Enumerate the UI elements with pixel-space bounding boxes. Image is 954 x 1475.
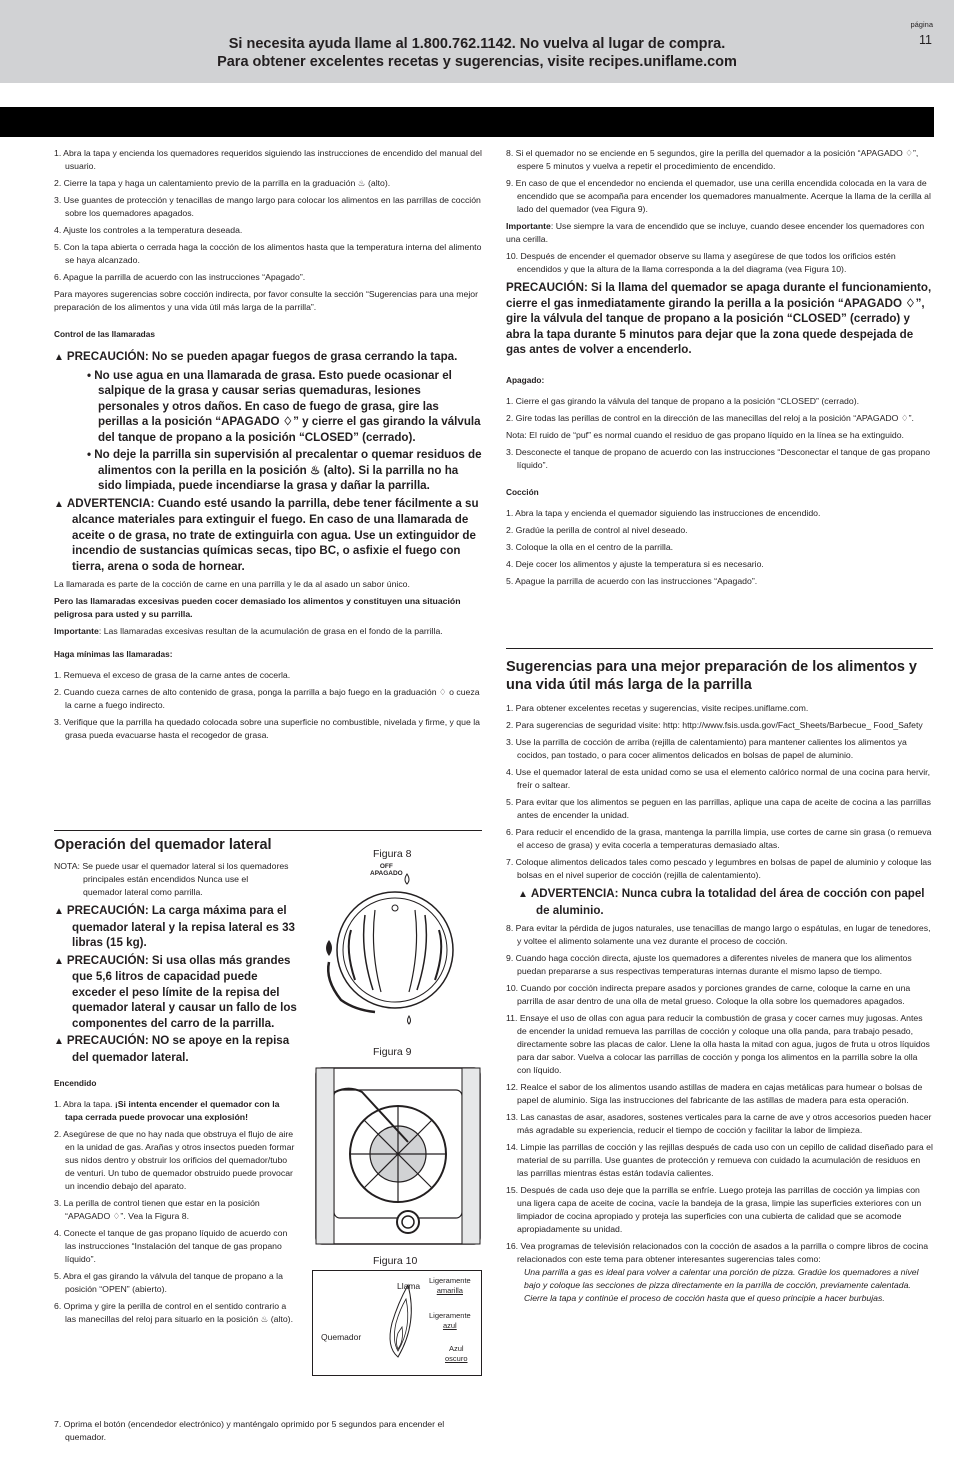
tips-list-continued bbox=[506, 922, 933, 1266]
warning-icon: ▲ bbox=[54, 906, 64, 917]
side-caution-load bbox=[54, 903, 304, 951]
warning-icon: ▲ bbox=[54, 498, 64, 510]
section-divider bbox=[506, 648, 933, 649]
figure-9-label: Figura 9 bbox=[373, 1046, 412, 1058]
side-caution-pots bbox=[54, 953, 304, 1032]
foil-warning-text: ADVERTENCIA: Nunca cubra la totalidad del área de cocción con papel de aluminio. bbox=[530, 887, 925, 917]
flare-caution bbox=[54, 349, 482, 366]
list-item: 8. Si el quemador no se enciende en 5 segundos, gire la perilla del quemador a la posición “APAGADO ♢”, espere 5 minutos y vuelva a repetir el procedimiento de encendido. bbox=[506, 148, 919, 171]
pizza-tip: Una parrilla a gas es ideal para volver a calentar una porción de pizza. Gradúe los quemadores a nivel bajo y coloque las secciones de pizza directamente en la parrilla de cocción, previamente calentada. Cierre la tapa y continúe el proceso de cocción hasta que el queso principie a hacer burbujas. bbox=[524, 1267, 919, 1303]
flare-bullet-unattended: • No deje la parrilla sin supervisión al precalentar o quemar residuos de alimentos con la perilla en la posición ♨ (alto). Si la parrilla no ha sido limpiada, puede incendiarse la grasa y dañar la parrilla. bbox=[87, 448, 482, 492]
cook-steps bbox=[506, 507, 933, 588]
step-text: 1. Abra la tapa. bbox=[54, 1099, 115, 1109]
flare-warning-text: ADVERTENCIA: Cuando esté usando la parrilla, debe tener fácilmente a su alcance materiales para extinguir el fuego. En caso de una llamarada de aceite o de grasa, no trate de extinguirla con agua. Use un extinguidor de incendio de sustancias químicas secas, tipo BC, o asfixie el fuego con tierra, arena o soda de hornear. bbox=[66, 496, 479, 573]
list-item: 2. Para sugerencias de seguridad visite: http: http://www.fsis.usda.gov/Fact_Sheets/Barbecue_ Food_Safety bbox=[506, 720, 923, 730]
list-item: 3. Desconecte el tanque de propano de acuerdo con las instrucciones “Desconectar el tanque de gas propano líquido”. bbox=[506, 446, 931, 470]
foil-warning bbox=[518, 886, 933, 918]
list-item: 14. Limpie las parrillas de cocción y las rejillas después de cada uso con un cepillo de calidad diseñado para el material de su parrilla. Use guantes de protección y remueva con cuidado la acumulación de residuos en las parrillas mientras éstas están todavía calientes. bbox=[506, 1142, 933, 1178]
flame-icon bbox=[368, 1283, 428, 1363]
list-item: 4. Conecte el tanque de gas propano líquido de acuerdo con las instrucciones “Instalación del tanque de gas propano líquido”. bbox=[54, 1228, 288, 1264]
list-item: 2. Cuando cueza carnes de alto contenido de grasa, ponga la parrilla a bajo fuego en la graduación ♢ o cueza la carne a fuego indirecto. bbox=[54, 687, 480, 710]
label-line: oscuro bbox=[445, 1354, 468, 1363]
list-item: 15. Después de cada uso deje que la parrilla se enfríe. Luego proteja las parrillas de cocción ya limpias con una ligera capa de aceite de cocina, vacíe la bandeja de la grasa, limpie las superficies exteriores con un limpiador de cocina apropiado y proteja las superficies con una cubierta de calidad que se acomode apropiadamente su unidad. bbox=[506, 1185, 922, 1234]
caution-text: PRECAUCIÓN: NO se apoye en la repisa del quemador lateral. bbox=[66, 1034, 290, 1064]
ignite-steps bbox=[54, 1098, 299, 1326]
cook-heading: Cocción bbox=[506, 486, 539, 497]
figure-8-label: Figura 8 bbox=[373, 848, 412, 860]
section-bar bbox=[0, 107, 934, 137]
label-line: azul bbox=[442, 1321, 457, 1330]
list-item: 6. Para reducir el encendido de la grasa, mantenga la parrilla limpia, use cortes de carne sin grasa (o remueva el acceso de grasa) y evita cocerla a temperaturas demasiado altas. bbox=[506, 827, 932, 850]
list-item: 3. Use la parrilla de cocción de arriba (rejilla de calentamiento) para mantener calientes los alimentos ya cocidos, pan tostado, o para cocer alimentos delicados en bolsas de papel de aluminio. bbox=[506, 737, 907, 760]
warning-icon: ▲ bbox=[54, 1036, 64, 1047]
list-item: 1. Abra la tapa y encienda los quemadores requeridos siguiendo las instrucciones de encendido del manual del usuario. bbox=[54, 148, 482, 171]
label-line: Ligeramente bbox=[429, 1311, 471, 1320]
list-item: 3. La perilla de control tienen que estar en la posición “APAGADO ♢”. Vea la Figura 8. bbox=[54, 1198, 260, 1221]
list-item: 2. Gire todas las perillas de control en la dirección de las manecillas del reloj a la posición “APAGADO ♢”. bbox=[506, 412, 914, 423]
warning-icon: ▲ bbox=[54, 955, 64, 967]
light-blue-label bbox=[429, 1311, 471, 1331]
label-line: Azul bbox=[448, 1344, 464, 1353]
tips-section bbox=[506, 658, 933, 1309]
off-text: OFF bbox=[379, 863, 393, 870]
list-item: 4. Deje cocer los alimentos y ajuste la temperatura si es necesario. bbox=[506, 558, 764, 569]
flame-label: Llama bbox=[397, 1281, 421, 1291]
list-item: 1. Abra la tapa y encienda el quemador siguiendo las instrucciones de encendido. bbox=[506, 507, 821, 518]
dark-blue-label bbox=[445, 1344, 468, 1364]
tips-title: Sugerencias para una mejor preparación de los alimentos y una vida útil más larga de la parrilla bbox=[506, 659, 917, 693]
off-heading: Apagado: bbox=[506, 374, 545, 385]
caution-text: PRECAUCIÓN: Si usa ollas más grandes que 5,6 litros de capacidad puede exceder el peso límite de la repisa del quemador lateral y causar un fallo de los componentes del carro de la parrilla. bbox=[66, 953, 297, 1030]
step-warning-text: ¡Si intenta encender el quemador con la tapa cerrada puede provocar una explosión! bbox=[65, 1099, 280, 1122]
warning-icon: ▲ bbox=[54, 352, 64, 363]
side-caution-lean bbox=[54, 1033, 304, 1065]
list-item: 1. Remueva el exceso de grasa de la carne antes de cocerla. bbox=[54, 670, 291, 680]
important-text: : Las llamaradas excesivas resultan de la acumulación de grasa en el fondo de la parrilla. bbox=[98, 626, 443, 636]
burner-label: Quemador bbox=[321, 1332, 362, 1342]
list-item: 9. Cuando haga cocción directa, ajuste los quemadores a diferentes niveles de manera que los alimentos puedan prepararse a sus respectivas temperaturas internas durante el mismo lapso de tiempo. bbox=[506, 953, 912, 976]
flare-bullet-water: • No use agua en una llamarada de grasa. Esto puede ocasionar el salpique de la grasa y causar serias quemaduras, lesiones personales y otros daños. En caso de fuego de grasa, gire las perillas a la posición “APAGADO ♢” y cierre el gas girando la válvula del tanque de propano a la posición “CLOSED” (cerrado). bbox=[87, 368, 481, 444]
list-item: 6. Apague la parrilla de acuerdo con las instrucciones “Apagado”. bbox=[54, 272, 306, 282]
list-item: 9. En caso de que el encendedor no encienda el quemador, use una cerilla encendida colocada en la vara de encendido que se acompaña para encender los quemadores manualmente. Acerque la llama de la cerilla al lado del quemador (vea Figura 9). bbox=[506, 178, 931, 214]
list-item: 3. Coloque la olla en el centro de la parrilla. bbox=[506, 541, 674, 552]
list-item: 1. Para obtener excelentes recetas y sugerencias, visite recipes.uniflame.com. bbox=[506, 703, 809, 713]
help-phone-line: Si necesita ayuda llame al 1.800.762.1142. No vuelva al lugar de compra. bbox=[228, 36, 726, 52]
list-item: 5. Apague la parrilla de acuerdo con las instrucciones “Apagado”. bbox=[506, 575, 758, 586]
important-label: Importante bbox=[506, 221, 551, 231]
list-item: 10. Cuando por cocción indirecta prepare asados y porciones grandes de carne, coloque la carne en una parrilla de asar dentro de una olla de metal grueso. Coloque la olla sobre los quemadores apagados. bbox=[506, 983, 911, 1006]
page-header bbox=[0, 0, 954, 83]
right-important bbox=[506, 220, 933, 246]
minimize-steps bbox=[54, 669, 482, 742]
important-text: : Use siempre la vara de encendido que se incluye, cuando desee encender los quemadores con una cerilla. bbox=[506, 221, 925, 244]
figure-9-burner bbox=[312, 1062, 484, 1252]
label-line: amarilla bbox=[436, 1286, 463, 1295]
list-item: 5. Para evitar que los alimentos se peguen en las parrillas, aplique una capa de aceite de cocina a las parrillas antes de encender la unidad. bbox=[506, 797, 931, 820]
off-steps bbox=[506, 395, 933, 425]
list-item: 6. Oprima y gire la perilla de control en el sentido contrario a las manecillas del reloj para situarlo en la posición ♨ (alto). bbox=[54, 1301, 293, 1324]
minimize-heading: Haga mínimas las llamaradas: bbox=[54, 649, 173, 659]
flare-para-bold: Pero las llamaradas excesivas pueden cocer demasiado los alimentos y constituyen una situación peligrosa para usted y su parrilla. bbox=[54, 596, 461, 619]
ignite-steps-continued bbox=[506, 147, 933, 216]
list-item: 16. Vea programas de televisión relacionados con la cocción de asados a la parrilla o compre libros de cocina relacionados con este tema para obtener interesantes sugerencias tales como: bbox=[506, 1241, 929, 1264]
label-line: Ligeramente bbox=[429, 1276, 471, 1285]
flare-caution-text: PRECAUCIÓN: No se pueden apagar fuegos de grasa cerrando la tapa. bbox=[66, 350, 458, 363]
flare-important bbox=[54, 625, 482, 638]
indirect-note: Para mayores sugerencias sobre cocción indirecta, por favor consulte la sección “Sugerencias para una mejor preparación de los alimentos y una vida útil más larga de la parrilla”. bbox=[54, 289, 478, 312]
list-item: 5. Abra el gas girando la válvula del tanque de propano a la posición “OPEN” (abierto). bbox=[54, 1271, 283, 1294]
list-item: 7. Coloque alimentos delicados tales como pescado y legumbres en bolsas de papel de aluminio y coloque las bolsas en el nivel superior de cocción (rejilla de calentamiento). bbox=[506, 857, 932, 880]
side-burner-section bbox=[54, 836, 304, 1330]
figure-8-knob bbox=[315, 870, 475, 1030]
list-item: 2. Asegúrese de que no hay nada que obstruya el flujo de aire en la unidad de gas. Arañas y otros insectos pueden formar sus nidos dentro y obstruir los orificios del quemador/tubo de venturi. Un tubo de quemador obstruido puede provocar un incendio debajo del aparato. bbox=[54, 1129, 295, 1191]
light-yellow-label bbox=[429, 1276, 471, 1296]
list-item: 1. Cierre el gas girando la válvula del tanque de propano a la posición “CLOSED” (cerrado). bbox=[506, 395, 860, 406]
list-item: 2. Cierre la tapa y haga un calentamiento previo de la parrilla en la graduación ♨ (alto). bbox=[54, 178, 391, 188]
list-item: 4. Use el quemador lateral de esta unidad como se usa el elemento calórico normal de una cocina para hervir, freír o saltear. bbox=[506, 767, 930, 790]
ignite-step-10 bbox=[506, 250, 933, 276]
list-item: 5. Con la tapa abierta o cerrada haga la cocción de los alimentos hasta que la temperatura interna del alimento se haya alcanzado. bbox=[54, 242, 482, 265]
flare-warning bbox=[54, 496, 482, 575]
right-column bbox=[506, 147, 933, 592]
section-divider bbox=[54, 830, 482, 831]
warning-icon: ▲ bbox=[518, 889, 528, 900]
list-item bbox=[54, 1098, 299, 1124]
list-item: 12. Realce el sabor de los alimentos usando astillas de madera en cajas metálicas para humear o bolsas de papel de aluminio. Siga las instrucciones del fabricante de las astillas de madera para esta operación. bbox=[506, 1082, 923, 1105]
page-number: 11 bbox=[919, 33, 932, 47]
figure-10-flame-diagram bbox=[312, 1270, 482, 1376]
apagado-text: APAGADO bbox=[370, 870, 403, 877]
ignite-step-7: 7. Oprima el botón (encendedor electrónico) y manténgalo oprimido por 5 segundos para encender el quemador. bbox=[54, 1419, 445, 1442]
side-burner-title: Operación del quemador lateral bbox=[54, 837, 272, 853]
flame-out-caution: PRECAUCIÓN: Si la llama del quemador se apaga durante el funcionamiento, cierre el gas inmediatamente girando la perilla a la posición “APAGADO ♢”, gire la válvula del tanque de propano a la posición “CLOSED” (cerrado) y abra la tapa durante 5 minutos para dejar que la zona quede despejada de gas antes de volver a encenderlo. bbox=[506, 281, 932, 356]
recipes-line: Para obtener excelentes recetas y sugerencias, visite recipes.uniflame.com bbox=[217, 54, 737, 70]
tips-list bbox=[506, 702, 933, 882]
list-item: 8. Para evitar la pérdida de jugos naturales, use tenacillas de mango largo o espátulas, en lugar de tenedores, y voltee el alimento solamente una vez durante el proceso de cocción. bbox=[506, 923, 931, 946]
off-step-3 bbox=[506, 446, 933, 472]
list-item: 3. Verifique que la parrilla ha quedado colocada sobre una superficie no combustible, nivelada y firme, y que la grasa pueda evacuarse hasta el recogedor de grasa. bbox=[54, 717, 480, 740]
list-item: 3. Use guantes de protección y tenacillas de mango largo para colocar los alimentos en las parrillas de cocción sobre los quemadores apagados. bbox=[54, 195, 481, 218]
list-item: 10. Después de encender el quemador observe su llama y asegúrese de que todos los orificios estén encendidos y que la altura de la llama corresponda a la del diagrama (vea Figura 10). bbox=[506, 251, 896, 274]
page-label: página bbox=[910, 20, 933, 29]
list-item: 11. Ensaye el uso de ollas con agua para reducir la combustión de grasa y cocer carnes muy jugosas. Antes de encender la unidad remueva las parrillas de cocción y coloque una olla panda, para trabajo pesado, directamente sobre las placas de calor. Llene la olla hasta la mitad con agua, jugos de fruta u otros líquidos para dar sabor. Vuelva a colocar las parrillas de cocción y ponga los alimentos en la parrilla sobre la olla con líquido. bbox=[506, 1013, 930, 1075]
list-item: 2. Gradúe la perilla de control al nivel deseado. bbox=[506, 524, 688, 535]
caution-text: PRECAUCIÓN: La carga máxima para el quemador lateral y la repisa lateral es 33 libras (15 kg). bbox=[66, 904, 295, 949]
list-item: 4. Ajuste los controles a la temperatura deseada. bbox=[54, 225, 243, 235]
left-column bbox=[54, 147, 482, 746]
off-note: Nota: El ruido de “puf” es normal cuando el residuo de gas propano líquido en la línea se ha extinguido. bbox=[506, 429, 904, 440]
important-label: Importante bbox=[54, 626, 99, 636]
ignite-heading: Encendido bbox=[54, 1078, 97, 1088]
flare-para: La llamarada es parte de la cocción de carne en una parrilla y le da al asado un sabor único. bbox=[54, 579, 410, 589]
indirect-steps bbox=[54, 147, 482, 284]
figure-10-label: Figura 10 bbox=[373, 1255, 418, 1267]
side-burner-note: NOTA: Se puede usar el quemador lateral si los quemadores principales están encendidos Nunca use el quemador lateral como parrilla. bbox=[54, 861, 289, 897]
list-item: 13. Las canastas de asar, asadores, sostenes verticales para la carne de ave y otros accesorios pueden hacer más agradable su experiencia, reducir el tiempo de cocción y facilitar la labor de limpieza. bbox=[506, 1112, 932, 1135]
flare-heading: Control de las llamaradas bbox=[54, 329, 155, 339]
